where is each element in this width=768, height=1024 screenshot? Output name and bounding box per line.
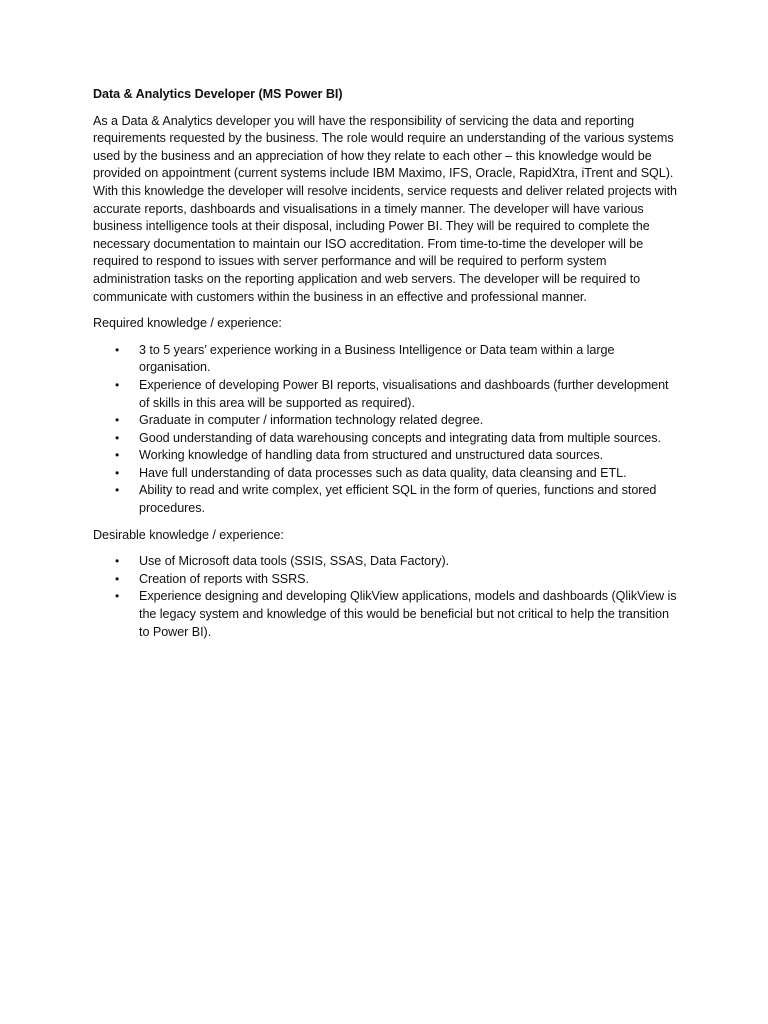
required-item xyxy=(93,430,678,448)
required-item-text: Working knowledge of handling data from structured and unstructured data sources. xyxy=(139,448,604,463)
bullet-icon: • xyxy=(115,413,120,428)
desirable-item-text: Experience designing and developing QlikView applications, models and dashboards (QlikView is the legacy system and knowledge of this would be beneficial but not critical to help the transition to Power BI). xyxy=(139,589,677,639)
desirable-item-text: Use of Microsoft data tools (SSIS, SSAS, Data Factory). xyxy=(139,554,450,569)
desirable-item-text: Creation of reports with SSRS. xyxy=(139,571,309,586)
desirable-heading: Desirable knowledge / experience: xyxy=(93,527,284,542)
bullet-icon: • xyxy=(115,571,120,586)
desirable-item xyxy=(93,588,678,641)
bullet-icon: • xyxy=(115,589,120,604)
required-item-text: Ability to read and write complex, yet efficient SQL in the form of queries, functions and stored procedures. xyxy=(139,483,657,516)
bullet-icon: • xyxy=(115,342,120,357)
required-item-text: 3 to 5 years’ experience working in a Business Intelligence or Data team within a large organisation. xyxy=(139,342,615,375)
document-body xyxy=(93,86,678,650)
desirable-item xyxy=(93,553,678,571)
required-item xyxy=(93,465,678,483)
required-item-text: Experience of developing Power BI reports, visualisations and dashboards (further development of skills in this area will be supported as required). xyxy=(139,377,669,410)
desirable-list xyxy=(93,553,678,641)
required-item xyxy=(93,482,678,517)
bullet-icon: • xyxy=(115,377,120,392)
required-item-text: Good understanding of data warehousing concepts and integrating data from multiple sources. xyxy=(139,430,661,445)
required-item-text: Graduate in computer / information technology related degree. xyxy=(139,413,484,428)
intro-paragraph: As a Data & Analytics developer you will have the responsibility of servicing the data and reporting requirements requested by the business. The role would require an understanding of the various systems used by the business and an appreciation of how they relate to each other – this knowledge would be provided on appointment (current systems include IBM Maximo, IFS, Oracle, RapidXtra, iTrent and SQL). With this knowledge the developer will resolve incidents, service requests and deliver related projects with accurate reports, dashboards and visualisations in a timely manner. The developer will have various business intelligence tools at their disposal, including Power BI. They will be required to complete the necessary documentation to maintain our ISO accreditation. From time-to-time the developer will be required to respond to issues with server performance and will be required to perform system administration tasks on the reporting application and web servers. The developer will be required to communicate with customers within the business in an effective and professional manner. xyxy=(93,113,677,304)
bullet-icon: • xyxy=(115,430,120,445)
required-item xyxy=(93,342,678,377)
desirable-item xyxy=(93,571,678,589)
bullet-icon: • xyxy=(115,483,120,498)
required-heading: Required knowledge / experience: xyxy=(93,316,282,331)
required-item xyxy=(93,447,678,465)
job-title: Data & Analytics Developer (MS Power BI) xyxy=(93,87,343,101)
bullet-icon: • xyxy=(115,448,120,463)
bullet-icon: • xyxy=(115,554,120,569)
bullet-icon: • xyxy=(115,465,120,480)
required-item xyxy=(93,377,678,412)
required-item-text: Have full understanding of data processes such as data quality, data cleansing and ETL. xyxy=(139,465,627,480)
required-list xyxy=(93,342,678,518)
required-item xyxy=(93,412,678,430)
